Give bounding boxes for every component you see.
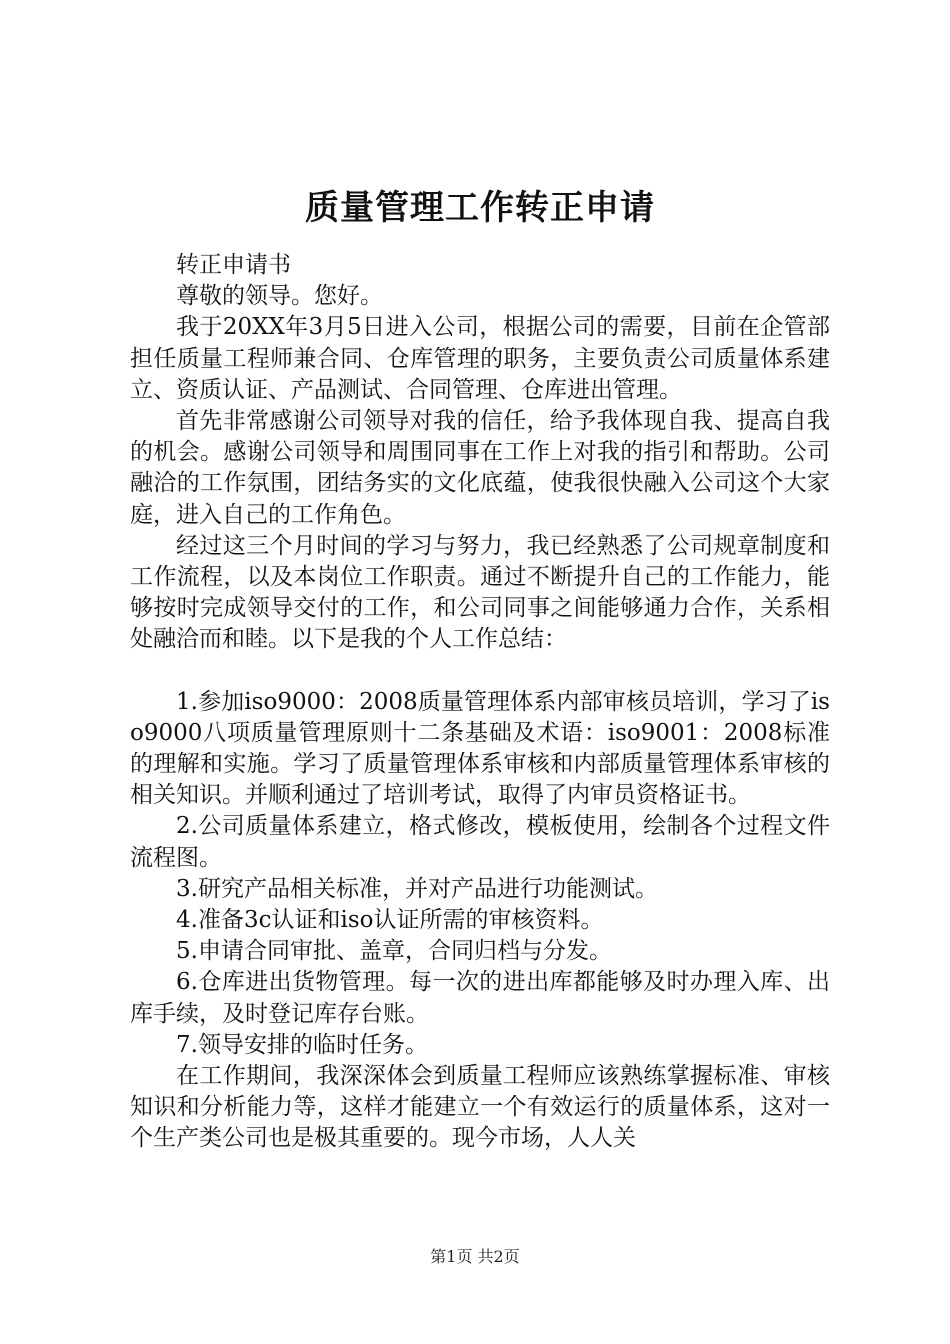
list-item: 3.研究产品相关标准，并对产品进行功能测试。	[176, 875, 658, 902]
paragraph-greeting: 尊敬的领导。您好。	[176, 283, 383, 310]
list-item: 6.仓库进出货物管理。每一次的进出库都能够及时办理入库、出库手续，及时登记库存台账。	[130, 969, 830, 1027]
list-item: 4.准备3c认证和iso认证所需的审核资料。	[176, 907, 604, 934]
paragraph-spacer	[130, 656, 830, 687]
paragraph-summary-lead: 经过这三个月时间的学习与努力，我已经熟悉了公司规章制度和工作流程，以及本岗位工作职责。通过不断提升自己的工作能力，能够按时完成领导交付的工作，和公司同事之间能够通力合作，关系相处融洽而和睦。以下是我的个人工作总结：	[130, 532, 830, 653]
list-item: 1.参加iso9000：2008质量管理体系内部审核员培训，学习了iso9000八项质量管理原则十二条基础及术语：iso9001：2008标准的理解和实施。学习了质量管理体系审核和内部质量管理体系审核的相关知识。并顺利通过了培训考试，取得了内审员资格证书。	[130, 688, 830, 809]
paragraph-salutation-heading: 转正申请书	[176, 252, 291, 278]
document-page	[130, 180, 830, 1155]
list-item: 7.领导安排的临时任务。	[176, 1031, 428, 1058]
paragraph-intro: 我于20XX年3月5日进入公司，根据公司的需要，目前在企管部担任质量工程师兼合同、仓库管理的职务，主要负责公司质量体系建立、资质认证、产品测试、合同管理、仓库进出管理。	[130, 314, 830, 403]
paragraph-thanks: 首先非常感谢公司领导对我的信任，给予我体现自我、提高自我的机会。感谢公司领导和周围同事在工作上对我的指引和帮助。公司融洽的工作氛围，团结务实的文化底蕴，使我很快融入公司这个大家庭，进入自己的工作角色。	[130, 408, 830, 528]
page-number-footer: 第1页 共2页	[430, 1247, 520, 1266]
paragraph-reflection: 在工作期间，我深深体会到质量工程师应该熟练掌握标准、审核知识和分析能力等，这样才能建立一个有效运行的质量体系，这对一个生产类公司也是极其重要的。现今市场，人人关	[130, 1063, 830, 1152]
list-item: 2.公司质量体系建立，格式修改，模板使用，绘制各个过程文件流程图。	[130, 813, 830, 871]
list-item: 5.申请合同审批、盖章，合同归档与分发。	[176, 938, 612, 965]
page-title: 质量管理工作转正申请	[305, 188, 655, 228]
